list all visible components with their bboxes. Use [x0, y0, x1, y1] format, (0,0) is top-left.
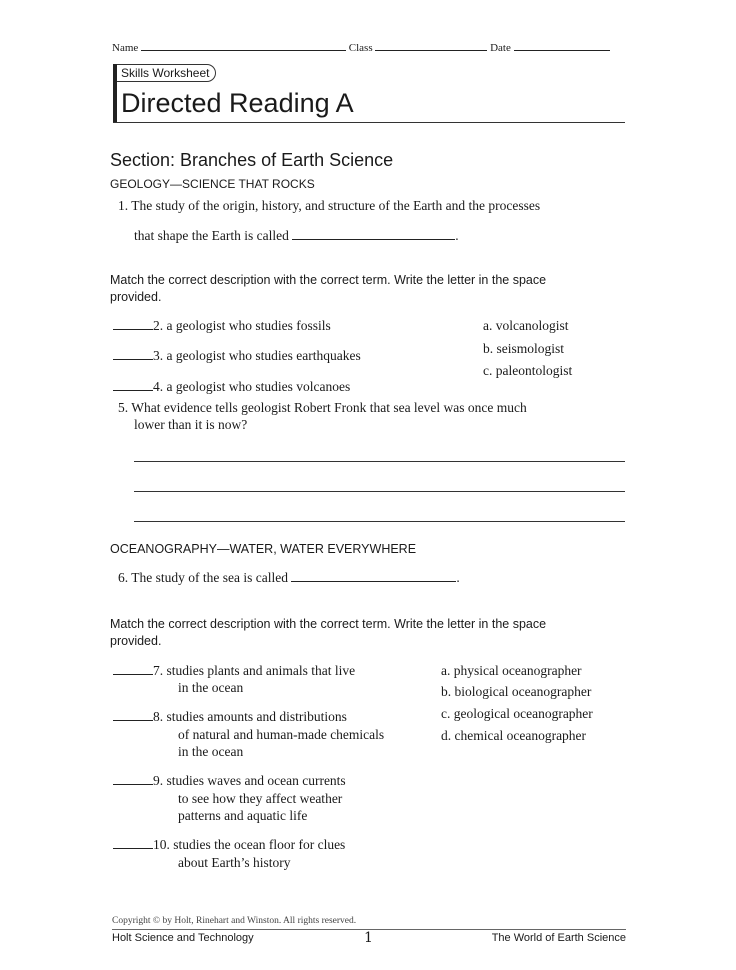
match-item-7-cont: in the ocean [178, 680, 244, 695]
name-label: Name [112, 42, 139, 54]
ocean-term-c: c. geological oceanographer [441, 706, 593, 721]
question-1-line2: that shape the Earth is called . [134, 228, 459, 243]
footer-right: The World of Earth Science [491, 932, 626, 944]
answer-blank-6[interactable] [291, 580, 456, 582]
term-c: c. paleontologist [483, 363, 573, 378]
title-underline [113, 122, 625, 123]
answer-blank-1[interactable] [292, 238, 455, 240]
match-item-10: 10. studies the ocean floor for clues [113, 838, 345, 852]
term-b: b. seismologist [483, 341, 565, 356]
question-1-line1: 1. The study of the origin, history, and structure of the Earth and the processes [118, 198, 541, 213]
skills-worksheet-tab: Skills Worksheet [117, 64, 216, 82]
page-title: Directed Reading A [121, 88, 354, 118]
page-number: 1 [364, 930, 373, 946]
answer-blank-10[interactable] [113, 847, 153, 849]
oceanography-heading: OCEANOGRAPHY—WATER, WATER EVERYWHERE [110, 542, 417, 556]
match-item-8: 8. studies amounts and distributions [113, 710, 347, 724]
footer-left: Holt Science and Technology [112, 932, 254, 944]
answer-blank-2[interactable] [113, 328, 153, 330]
match-instructions-1b: provided. [110, 290, 162, 304]
match-instructions-2: Match the correct description with the correct term. Write the letter in the space [110, 617, 547, 631]
ocean-term-a: a. physical oceanographer [441, 663, 582, 678]
question-5-line2: lower than it is now? [134, 417, 248, 432]
match-item-4: 4. a geologist who studies volcanoes [113, 380, 350, 394]
match-item-10-cont: about Earth’s history [178, 855, 291, 870]
ocean-term-b: b. biological oceanographer [441, 684, 592, 699]
answer-line-5a[interactable] [134, 461, 625, 462]
answer-blank-7[interactable] [113, 673, 153, 675]
match-item-8-cont: of natural and human-made chemicals [178, 727, 385, 742]
match-item-3: 3. a geologist who studies earthquakes [113, 349, 361, 363]
answer-blank-9[interactable] [113, 783, 153, 785]
answer-blank-8[interactable] [113, 719, 153, 721]
date-label: Date [490, 42, 511, 54]
name-field[interactable] [112, 43, 610, 54]
term-a: a. volcanologist [483, 318, 569, 333]
question-6: 6. The study of the sea is called . [118, 570, 460, 585]
match-instructions-2b: provided. [110, 634, 162, 648]
ocean-term-d: d. chemical oceanographer [441, 728, 587, 743]
section-title: Section: Branches of Earth Science [110, 150, 394, 170]
question-5-line1: 5. What evidence tells geologist Robert Fronk that sea level was once much [118, 400, 527, 415]
class-label: Class [348, 42, 373, 54]
match-instructions-1: Match the correct description with the correct term. Write the letter in the space [110, 273, 547, 287]
match-item-9-cont2: patterns and aquatic life [178, 808, 308, 823]
match-item-2: 2. a geologist who studies fossils [113, 319, 331, 333]
answer-blank-3[interactable] [113, 358, 153, 360]
match-item-9: 9. studies waves and ocean currents [113, 774, 346, 788]
copyright: Copyright © by Holt, Rinehart and Winston. All rights reserved. [112, 916, 357, 926]
geology-heading: GEOLOGY—SCIENCE THAT ROCKS [110, 177, 315, 191]
match-item-8-cont2: in the ocean [178, 744, 244, 759]
match-item-7: 7. studies plants and animals that live [113, 664, 355, 678]
answer-line-5c[interactable] [134, 521, 625, 522]
match-item-9-cont: to see how they affect weather [178, 791, 343, 806]
answer-blank-4[interactable] [113, 389, 153, 391]
answer-line-5b[interactable] [134, 491, 625, 492]
